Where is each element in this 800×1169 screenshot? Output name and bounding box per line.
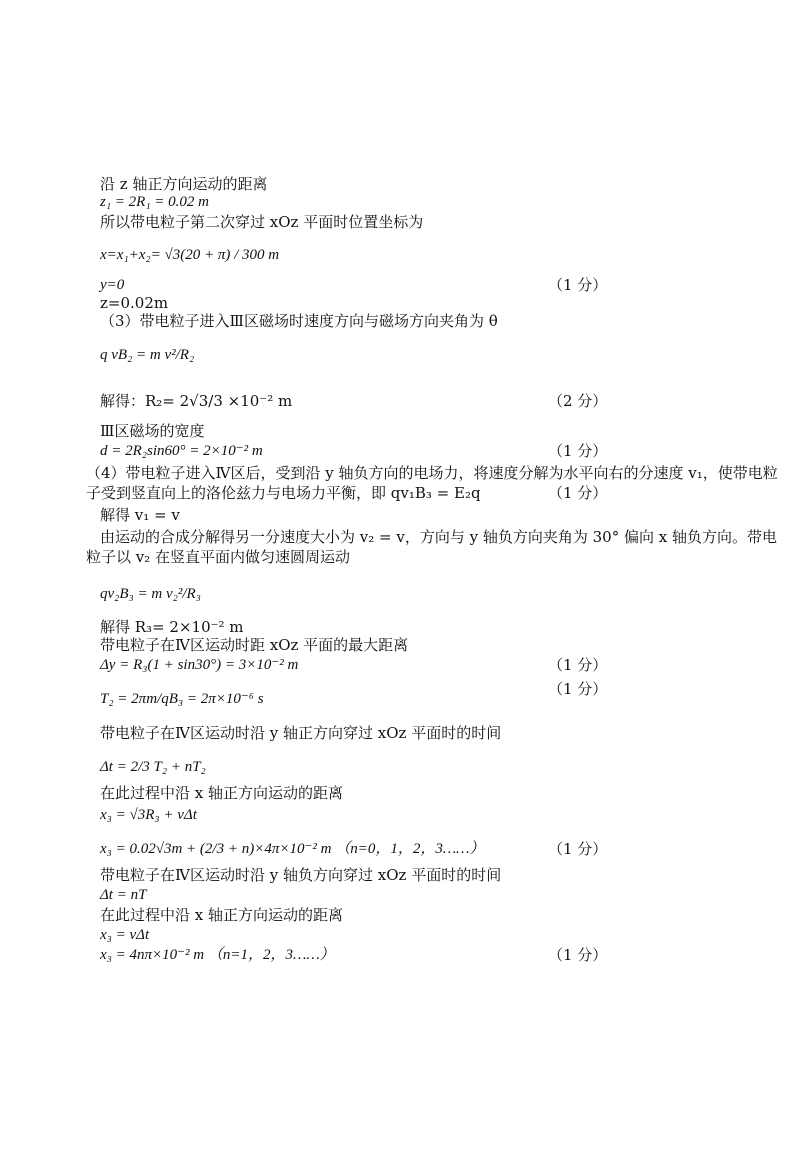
line-18: 解得 R₃= 2×10⁻² m	[100, 618, 244, 636]
line-15: 由运动的合成分解得另一分速度大小为 v₂ = v，方向与 y 轴负方向夹角为 30° 偏向 x 轴负方向。带电	[100, 528, 777, 546]
line-05: y=0	[100, 277, 125, 293]
line-22: 带电粒子在Ⅳ区运动时沿 y 轴正方向穿过 xOz 平面时的时间	[100, 724, 502, 742]
line-04: x=x₁+x₂= √3(20 + π) / 300 m	[100, 247, 280, 263]
line-19: 带电粒子在Ⅳ区运动时距 xOz 平面的最大距离	[100, 636, 409, 654]
line-17: qv₂B₃ = m v₂²/R₃	[100, 586, 201, 602]
line-28: Δt = nT	[100, 887, 147, 903]
line-21: T₂ = 2πm/qB₃ = 2π×10⁻⁶ s	[100, 691, 264, 707]
line-26: x₃ = 0.02√3m + (2/3 + n)×4π×10⁻² m （n=0，1，2，3……）	[100, 841, 485, 857]
line-27: 带电粒子在Ⅳ区运动时沿 y 轴负方向穿过 xOz 平面时的时间	[100, 866, 502, 884]
line-07: （3）带电粒子进入Ⅲ区磁场时速度方向与磁场方向夹角为 θ	[100, 312, 498, 330]
line-24: 在此过程中沿 x 轴正方向运动的距离	[100, 784, 343, 802]
line-23: Δt = 2/3 T₂ + nT₂	[100, 759, 206, 775]
score-08: （1 分）	[548, 946, 608, 964]
line-31: x₃ = 4nπ×10⁻² m （n=1，2，3……）	[100, 947, 335, 963]
line-03: 所以带电粒子第二次穿过 xOz 平面时位置坐标为	[100, 213, 424, 231]
line-16: 粒子以 v₂ 在竖直平面内做匀速圆周运动	[86, 548, 351, 566]
line-20: Δy = R₃(1 + sin30°) = 3×10⁻² m	[100, 657, 299, 673]
line-30: x₃ = vΔt	[100, 927, 150, 943]
line-02: z₁ = 2R₁ = 0.02 m	[100, 194, 210, 210]
line-29: 在此过程中沿 x 轴正方向运动的距离	[100, 906, 343, 924]
score-06: （1 分）	[548, 680, 608, 698]
line-10: Ⅲ区磁场的宽度	[100, 422, 205, 440]
line-09: 解得：R₂= 2√3/3 ×10⁻² m	[100, 392, 293, 410]
line-13: 子受到竖直向上的洛伦兹力与电场力平衡，即 qv₁B₃ = E₂q	[86, 484, 481, 502]
score-07: （1 分）	[548, 840, 608, 858]
line-01: 沿 z 轴正方向运动的距离	[100, 175, 268, 193]
line-14: 解得 v₁ = v	[100, 506, 180, 524]
score-03: （1 分）	[548, 442, 608, 460]
line-25: x₃ = √3R₃ + vΔt	[100, 807, 197, 823]
score-02: （2 分）	[548, 392, 608, 410]
line-08: q vB₂ = m v²/R₂	[100, 347, 195, 363]
score-05: （1 分）	[548, 656, 608, 674]
score-04: （1 分）	[548, 484, 608, 502]
line-11: d = 2R₂sin60° = 2×10⁻² m	[100, 443, 263, 459]
line-06: z=0.02m	[100, 294, 169, 312]
line-12: （4）带电粒子进入Ⅳ区后，受到沿 y 轴负方向的电场力，将速度分解为水平向右的分速度 v₁，使带电粒	[86, 464, 778, 482]
score-01: （1 分）	[548, 276, 608, 294]
